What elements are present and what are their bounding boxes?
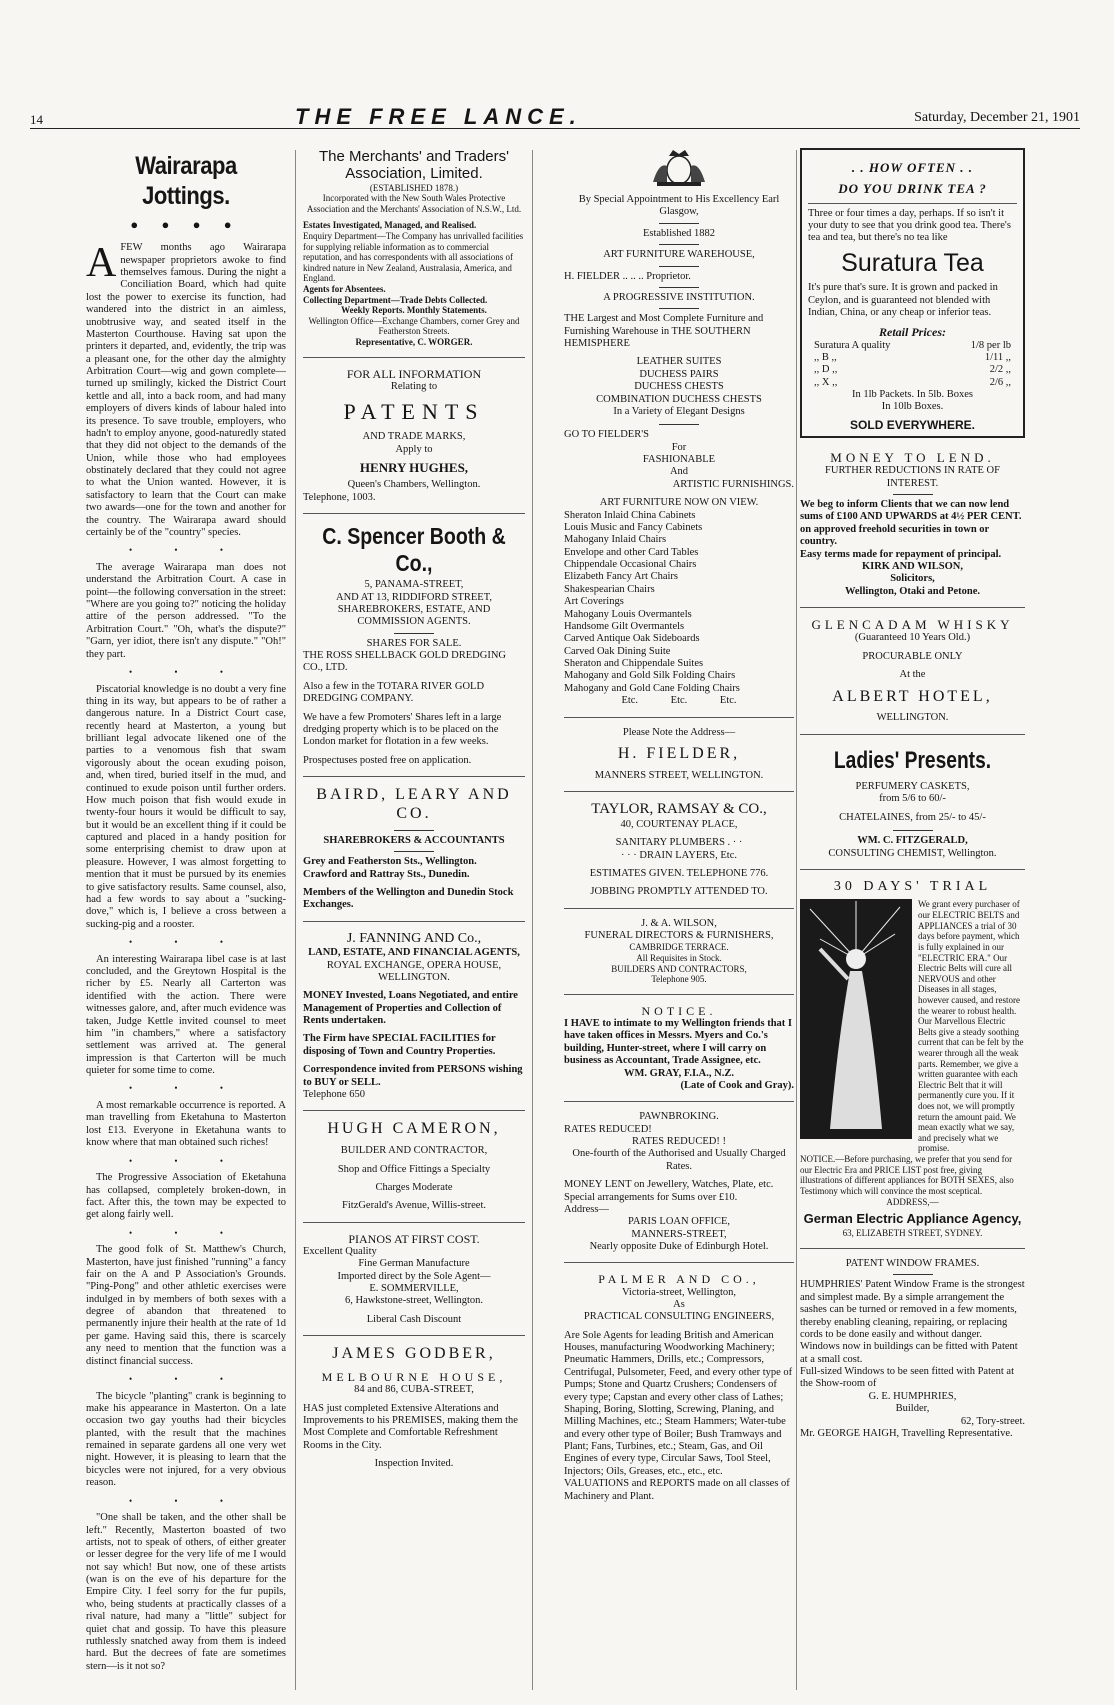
- suite-item: DUCHESS CHESTS: [634, 381, 724, 393]
- separator: • • •: [129, 1227, 243, 1238]
- fielder-fashionable: FASHIONABLE: [642, 454, 716, 465]
- godber-body: HAS just completed Extensive Alterations and Improvements to his PREMISES, making them the Most Complete and Comfortable Refreshment Rooms in the City.: [303, 1402, 518, 1451]
- wilson-heading: J. & A. WILSON,: [641, 917, 717, 929]
- ross-dredging: THE ROSS SHELLBACK GOLD DREDGING CO., LTD.: [303, 650, 507, 674]
- furniture-item: Sheraton and Chippendale Suites: [564, 658, 704, 669]
- godber-house: MELBOURNE HOUSE,: [321, 1370, 507, 1384]
- article-paragraph: The bicycle "planting" crank is beginning to make his appearance in Masterton. On a late occasion two gay youths had their bicycles planted, with the result that the machines remained in separate gardens all one very wet night. However, it is pleasing to learn that the bicycles were not injured, for a very obvious reason.: [86, 1390, 286, 1489]
- trial-heading: 30 DAYS' TRIAL: [833, 878, 992, 894]
- article-paragraph: The Progressive Association of Eketahuna has collapsed, completely broken-down, in fact. After this, the town may be expected to get along fairly well.: [86, 1172, 286, 1221]
- ornament-dots: ● ● ● ●: [130, 217, 242, 232]
- short-rule: [659, 244, 699, 245]
- merchants-weekly: Weekly Reports. Monthly Statements.: [341, 305, 487, 316]
- booth-heading: C. Spencer Booth & Co.,: [322, 522, 506, 577]
- fielder-go-to: GO TO FIELDER'S: [564, 429, 649, 441]
- patents-apply: Apply to: [395, 443, 433, 455]
- divider: [800, 607, 1025, 608]
- pawn-money-lent: MONEY LENT on Jewellery, Watches, Plate, etc.: [564, 1179, 774, 1191]
- fanning-firm: The Firm have SPECIAL FACILITIES for disposing of Town and Country Properties.: [303, 1033, 496, 1057]
- furniture-item: Louis Music and Fancy Cabinets: [564, 521, 703, 533]
- electric-belt-ad: [800, 899, 1025, 1154]
- merchants-agents: Agents for Absentees.: [303, 283, 386, 294]
- pawn-one-fourth: One-fourth of the Authorised and Usually Charged Rates.: [572, 1148, 786, 1172]
- pawn-nearly-opposite: Nearly opposite Duke of Edinburgh Hotel.: [589, 1241, 769, 1253]
- article-paragraph: An interesting Wairarapa libel case is at last concluded, and the Greytown Hospital is the richer by £5. Nearly all Carterton was identified with the action. There were witnesses galore, and, after much evidence was taken, Judge Kettle invited counsel to meet him "in chambers," where a satisfactory settlement was arrived at. The general impression is that Carterton will be much quieter for some time to come.: [86, 953, 286, 1077]
- short-rule: [659, 287, 699, 288]
- fanning-role: LAND, ESTATE, AND FINANCIAL AGENTS,: [308, 947, 520, 959]
- fielder-please-note: Please Note the Address—: [622, 726, 736, 738]
- perfumery-price: from 5/6 to 60/-: [879, 793, 946, 805]
- divider: [303, 513, 525, 514]
- dropcap: A: [86, 240, 117, 287]
- glencadam-heading: GLENCADAM WHISKY: [811, 617, 1014, 633]
- article-heading: Wairarapa Jottings.: [135, 152, 237, 210]
- suite-item: DUCHESS PAIRS: [639, 368, 719, 380]
- article-paragraph: "One shall be taken, and the other shall be left." Recently, Masterton boasted of two artists, not to speak of others, of either greater or lesser degree for the very life of me I would not say which! But now, one of these artists (wan is on the eve of his departure for the Empire City. I feel sorry for the fur pupils, who, being students at practically classes of a rival nature, had many a "little" subject for quiet chat and gossip. To have this pleasure ruthlessly snatched away from them is indeed hard. But the decrees of fate are sometimes stern—is it not so?: [86, 1512, 286, 1672]
- taylor-address: 40, COURTENAY PLACE,: [620, 818, 738, 830]
- fielder-now-on-view: ART FURNITURE NOW ON VIEW.: [599, 497, 759, 509]
- merchants-body: Incorporated with the New South Wales Protective Association and the Merchants' Association of N.S.W., Ltd.: [306, 193, 522, 214]
- tea-packets: In 1lb Packets. In 5lb. Boxes: [851, 389, 974, 401]
- furniture-item: Elizabeth Fancy Art Chairs: [564, 571, 679, 583]
- short-rule: [394, 851, 434, 852]
- furniture-item: Carved Oak Dining Suite: [564, 645, 671, 657]
- palmer-engineers: PRACTICAL CONSULTING ENGINEERS,: [583, 1311, 775, 1323]
- divider: [303, 357, 525, 358]
- short-rule: [394, 830, 434, 831]
- tea-boxes: In 10lb Boxes.: [881, 401, 944, 413]
- column-divider: [796, 150, 797, 1690]
- godber-inspection: Inspection Invited.: [374, 1458, 454, 1470]
- fielder-and: And: [669, 466, 689, 478]
- pianos-imported: Imported direct by the Sole Agent—: [337, 1270, 491, 1282]
- separator: • • •: [129, 937, 243, 948]
- price-value: 1/11 ,,: [984, 351, 1011, 363]
- short-rule: [659, 223, 699, 224]
- godber-address: 84 and 86, CUBA-STREET,: [354, 1384, 474, 1396]
- separator: • • •: [129, 1155, 243, 1166]
- article-paragraph: The average Wairarapa man does not understand the Arbitration Court. A case in point—the following conversation in the street: "Where are you going to?" noticing the holiday attire of the person addressed. "To the Arbitration Court." "Oh, what's the dispute?" "Garn, yer idiot, there isn't any dispute." "Oh!" they part.: [86, 561, 286, 660]
- gray-late: (Late of Cook and Gray).: [680, 1079, 794, 1091]
- notice-body: I HAVE to intimate to my Wellington friends that I have taken offices in Messrs. Myers and Co.'s building, Hunter-street, where I will carry on business as Accountant, Trade Assignee, etc.: [564, 1018, 792, 1067]
- cameron-role: BUILDER AND CONTRACTOR,: [340, 1145, 488, 1157]
- henry-hughes: HENRY HUGHES,: [359, 459, 469, 475]
- article-paragraph: FEW months ago Wairarapa newspaper proprietors awoke to find themselves famous. During the night a Conciliation Board, which had quite lost the power to exercise its function, had wandered into the district in an aimless, unobtrusive way, and seated itself in the Masterton Courthouse. Having sat upon the printers it departed, and, evidently, the trip was a pleasant one, for the other day the almighty Arbitration Court—wig and gown complete—turned up smilingly, kicked the District Court kettle and all, into a back room, and had many employers of divers kinds of labour haled into its presence. To save trouble, employers, who hadn't to employ anyone, good-naturedly stated that they did not object to the demands of the Union, while those who had employees obstinately declared that they could not agree to what the Union wanted. However, it is satisfactory to learn that the Court can make two awards—one for the town and another for the country. The Wairarapa award should certainly be of the "country" species.: [86, 242, 286, 538]
- fielder-variety: In a Variety of Elegant Designs: [613, 405, 745, 417]
- merchants-collecting: Collecting Department—Trade Debts Collected.: [303, 294, 488, 305]
- suite-item: COMBINATION DUCHESS CHESTS: [596, 393, 762, 405]
- humphries-name: G. E. HUMPHRIES,: [868, 1390, 957, 1402]
- divider: [564, 1262, 794, 1263]
- taylor-ramsay-heading: TAYLOR, RAMSAY & CO.,: [591, 801, 767, 818]
- divider: [564, 717, 794, 718]
- baird-leary-heading: BAIRD, LEARY AND CO.: [316, 786, 512, 822]
- column-divider: [532, 150, 533, 1690]
- divider: [808, 203, 1017, 204]
- goddess-figure-icon: [800, 899, 912, 1139]
- pianos-address: 6, Hawkstone-street, Wellington.: [344, 1295, 484, 1307]
- shares-for-sale: SHARES FOR SALE.: [366, 637, 462, 649]
- pianos-german: Fine German Manufacture: [358, 1258, 470, 1270]
- fanning-money: MONEY Invested, Loans Negotiated, and entire Management of Properties and Collection of Rents undertaken.: [303, 990, 518, 1027]
- divider: [800, 734, 1025, 735]
- short-rule: [659, 424, 699, 425]
- taylor-estimates: ESTIMATES GIVEN. TELEPHONE 776.: [589, 867, 769, 879]
- paris-loan-office: PARIS LOAN OFFICE,: [627, 1216, 730, 1228]
- separator: • • •: [129, 666, 243, 677]
- article-paragraph: The good folk of St. Matthew's Church, Masterton, have just finished "running" a fancy fair on the A and P Association's Grounds. "Ping-Pong" and other athletic exercises were indulged in by members of both sexes with a degree of abandon that threatened to permanently injure their health at the rate of 1d per game. Having said this, there is scarcely any need to mention that the function was a distinct financial success.: [86, 1244, 286, 1367]
- wilson-telephone: Telephone 905.: [651, 974, 707, 985]
- totara-dredging: Also a few in the TOTARA RIVER GOLD DREDGING COMPANY.: [303, 680, 485, 705]
- fanning-address: ROYAL EXCHANGE, OPERA HOUSE, WELLINGTON.: [326, 959, 502, 983]
- fielder-manners: MANNERS STREET, WELLINGTON.: [594, 769, 764, 781]
- issue-date: Saturday, December 21, 1901: [914, 110, 1080, 125]
- merchants-office: Wellington Office—Exchange Chambers, corner Grey and Featherston Streets.: [308, 315, 520, 337]
- palmer-valuations: VALUATIONS and REPORTS made on all classes of Machinery and Plant.: [564, 1478, 790, 1502]
- divider: [303, 921, 525, 922]
- taylor-jobbing: JOBBING PROMPTLY ATTENDED TO.: [590, 886, 768, 898]
- humphries-windows: Windows now in buildings can be fitted with Patent at a small cost.: [800, 1341, 1018, 1365]
- fitzgerald-chemist: CONSULTING CHEMIST, Wellington.: [828, 847, 997, 859]
- fielder-appointment: By Special Appointment to His Excellency Earl Glasgow,: [578, 194, 780, 218]
- baird-dunedin: Crawford and Rattray Sts., Dunedin.: [303, 868, 470, 880]
- cameron-charges: Charges Moderate: [375, 1181, 453, 1193]
- albert-hotel: ALBERT HOTEL,: [832, 687, 993, 705]
- humphries-address: 62, Tory-street.: [960, 1415, 1025, 1427]
- tea-question: DO YOU DRINK TEA ?: [838, 181, 987, 197]
- suratura-tea-ad: [800, 148, 1025, 438]
- pawnbroking-heading: PAWNBROKING.: [639, 1111, 719, 1123]
- gray-name: WM. GRAY, F.I.A., N.Z.: [624, 1067, 734, 1079]
- wilson-requisites: All Requisites in Stock.: [636, 953, 722, 964]
- promoters-shares: We have a few Promoters' Shares left in a large dredging property which is to be placed on the London market for flotation in a few weeks.: [303, 711, 502, 748]
- money-easy-terms: Easy terms made for repayment of principal.: [800, 548, 1002, 560]
- fielder-established: Established 1882: [642, 227, 716, 239]
- divider: [564, 908, 794, 909]
- header-rule: [30, 128, 1080, 129]
- paper-title: THE FREE LANCE.: [295, 104, 582, 129]
- palmer-address: Victoria-street, Wellington,: [621, 1286, 737, 1298]
- palmer-body: Are Sole Agents for leading British and American Houses, manufacturing Woodworking Machinery; Pneumatic Hammers, Drills, etc.; Compressors, Centrifugal, Pulsometer, Feed, and every other type of Pumps; Stone and Quartz Crushers; Condensers of every type; Capstan and every other class of Lathes; Shaping, Boring, Slotting, Screwing, Planing, and Milling Machines, etc.; Steam Hammers; Water-tube and every other type of Boiler; Bush Tramways and Plant; Fans, Turbines, etc.; Steam, Gas, and Oil Engines of every type, Circular Saws, Tool Steel, Injectors; Oils, Greases, etc., etc., etc.: [564, 1329, 793, 1477]
- price-value: 2/2 ,,: [989, 364, 1011, 376]
- ladies-presents-heading: Ladies' Presents.: [833, 746, 992, 774]
- notice-heading: NOTICE.: [641, 1003, 717, 1018]
- baird-wellington: Grey and Featherston Sts., Wellington.: [303, 856, 477, 868]
- suite-item: LEATHER SUITES: [636, 356, 722, 368]
- merchants-estates: Estates Investigated, Managed, and Realised.: [303, 220, 477, 231]
- baird-role: SHAREBROKERS & ACCOUNTANTS: [323, 834, 505, 846]
- kirk-places: Wellington, Otaki and Petone.: [844, 585, 981, 597]
- patent-window-heading: PATENT WINDOW FRAMES.: [845, 1258, 980, 1270]
- column-divider: [295, 150, 296, 1690]
- column-advertisements-4: [800, 148, 1025, 1693]
- separator: • • •: [129, 1083, 243, 1094]
- royal-crest-icon: [649, 148, 709, 188]
- furniture-item: Chippendale Occasional Chairs: [564, 559, 697, 570]
- humphries-full-sized: Full-sized Windows to be seen fitted with Patent at the Show-room of: [800, 1366, 1015, 1390]
- pianos-heading: PIANOS AT FIRST COST.: [348, 1231, 480, 1246]
- taylor-drain: · · · DRAIN LAYERS, Etc.: [621, 849, 737, 861]
- article-paragraph: A most remarkable occurrence is reported. A man travelling from Eketahuna to Masterton lost £13. Everyone in Eketahuna wants to know where that man obtained such riches!: [86, 1100, 286, 1149]
- article-paragraph: Piscatorial knowledge is no doubt a very fine thing in its way, but appears to be of rather a dangerous nature. In a District Court case, recently heard at Masterton, a young but brilliant legal advocate likened one of the parties to a venomous fish that swam vigorously about the ocean exuding poison, and, when tired, buried itself in the mud, and continued to exude poison until further orders. How much poison that fish would exude in twenty-four hours it would be difficult to say, but it would be an excellent thing if it could be captured and placed in a handy position for some enterprising chemist to draw upon at pleasure. However, I was almost forgetting to mention that it must be pursued by its enemies to give satisfactory results. Same counsel, also, had a few words to say about a "sucking-dove," which is, I believe a cross between a sucking-pig and a rooster.: [86, 683, 286, 930]
- furniture-item: Handsome Gilt Overmantels: [564, 620, 685, 632]
- column-wairarapa-jottings: [86, 148, 286, 1693]
- glencadam-guaranteed: (Guaranteed 10 Years Old.): [854, 632, 971, 644]
- furniture-item: Mahogany Louis Overmantels: [564, 608, 692, 620]
- furniture-item: Sheraton Inlaid China Cabinets: [564, 509, 696, 521]
- divider: [800, 1248, 1025, 1249]
- furniture-item: Envelope and other Card Tables: [564, 546, 699, 558]
- patents-for-all: FOR ALL INFORMATION: [346, 366, 482, 381]
- cameron-address: FitzGerald's Avenue, Willis-street.: [342, 1200, 486, 1212]
- divider: [564, 1101, 794, 1102]
- masthead: [30, 96, 1080, 132]
- price-grade: ,, B ,,: [814, 351, 837, 363]
- divider: [564, 994, 794, 995]
- agency-name: German Electric Appliance Agency,: [803, 1211, 1022, 1227]
- pawn-special: Special arrangements for Sums over £10.: [564, 1191, 738, 1203]
- divider: [564, 791, 794, 792]
- electric-belt-text: We grant every purchaser of our ELECTRIC BELTS and APPLIANCES a trial of 30 days before payment, which is fully explained in our "ELECTRIC ERA." Our Electric Belts will cure all NERVOUS and other Diseases in all stages, however caused, and restore the wearer to robust health. Our Marvellous Electric Belts give a steady soothing current that can be felt by the wearer through all the weak parts. Remember, we give a written guarantee with each Electric Belt that it will permanently cure you. If it does not, we will promptly return the amount paid. We mean exactly what we say, and precisely what we promise.: [918, 899, 1024, 1154]
- booth-address: 5, PANAMA-STREET,: [364, 579, 464, 591]
- price-grade: Suratura A quality: [814, 339, 891, 351]
- price-row: [808, 352, 1017, 364]
- price-grade: ,, X ,,: [814, 376, 838, 388]
- haigh-representative: Mr. GEORGE HAIGH, Travelling Representative.: [800, 1427, 1013, 1439]
- palmer-as: As: [673, 1298, 685, 1310]
- column-advertisements-3: [564, 148, 794, 1693]
- furniture-item: Shakespearian Chairs: [564, 583, 655, 595]
- fanning-heading: J. FANNING AND Co.,: [346, 930, 482, 946]
- price-row: [808, 364, 1017, 376]
- merchants-enquiry: Enquiry Department—The Company has unrivalled facilities for supplying reliable information as to commercial reputation, and has correspondents with all associations of kindred nature in New Zealand, Australasia, America, and England.: [303, 230, 524, 284]
- kirk-solicitors: Solicitors,: [890, 573, 935, 585]
- wilson-funeral: FUNERAL DIRECTORS & FURNISHERS,: [584, 930, 774, 942]
- patents-relating: Relating to: [390, 380, 438, 392]
- electric-belt-illustration: [800, 899, 912, 1139]
- pianos-quality: Excellent Quality: [303, 1245, 377, 1257]
- chatelaines-price: CHATELAINES, from 25/- to 45/-: [839, 811, 986, 823]
- money-further-reductions: FURTHER REDUCTIONS IN RATE OF INTEREST.: [825, 465, 1000, 489]
- separator: • • •: [129, 545, 243, 556]
- divider: [303, 1335, 525, 1336]
- fielder-artistic: ARTISTIC FURNISHINGS.: [672, 478, 794, 490]
- price-row: [808, 340, 1017, 352]
- money-to-lend-heading: MONEY TO LEND.: [830, 449, 995, 465]
- separator: • • •: [129, 1495, 243, 1506]
- furniture-item: Mahogany and Gold Silk Folding Chairs: [564, 670, 736, 682]
- taylor-plumbers: SANITARY PLUMBERS . · ·: [615, 837, 743, 849]
- price-row: [808, 377, 1017, 389]
- merchants-established: (ESTABLISHED 1878.): [369, 182, 459, 193]
- patents-trade-marks: AND TRADE MARKS,: [362, 431, 466, 443]
- agency-address: 63, ELIZABETH STREET, SYDNEY.: [842, 1228, 983, 1239]
- perfumery-caskets: PERFUMERY CASKETS,: [855, 781, 970, 793]
- price-value: 1/8 per lb: [970, 339, 1011, 351]
- column-advertisements-2: [303, 148, 525, 1693]
- pawn-address-label: Address—: [564, 1203, 609, 1215]
- divider: [303, 776, 525, 777]
- hughes-telephone: Telephone, 1003.: [303, 491, 376, 503]
- tea-pure: It's pure that's sure. It is grown and packed in Ceylon, and is guaranteed not blended with Indian, China, or any cheap or inferior teas.: [808, 282, 998, 319]
- merchants-representative: Representative, C. WORGER.: [355, 337, 473, 348]
- albert-wellington: WELLINGTON.: [876, 712, 949, 724]
- glencadam-at-the: At the: [899, 669, 926, 681]
- short-rule: [893, 1274, 933, 1275]
- booth-role: SHAREBROKERS, ESTATE, AND COMMISSION AGENTS.: [337, 603, 491, 628]
- short-rule: [394, 633, 434, 634]
- cameron-shop: Shop and Office Fittings a Specialty: [337, 1163, 491, 1175]
- wilson-builders: BUILDERS AND CONTRACTORS,: [611, 963, 747, 974]
- furniture-item: Carved Antique Oak Sideboards: [564, 633, 700, 645]
- rates-reduced: RATES REDUCED!: [564, 1123, 652, 1135]
- short-rule: [659, 308, 699, 309]
- baird-members: Members of the Wellington and Dunedin Stock Exchanges.: [303, 886, 514, 911]
- patents-heading: PATENTS: [343, 399, 485, 425]
- furniture-item: Art Coverings: [564, 596, 624, 608]
- tea-how-often: . . HOW OFTEN . .: [851, 160, 974, 175]
- fielder-largest: THE Largest and Most Complete Furniture and Furnishing Warehouse in THE SOUTHERN HEMISPHERE: [564, 313, 764, 349]
- page-number: 14: [30, 112, 43, 127]
- suratura-tea-heading: Suratura Tea: [841, 248, 984, 277]
- short-rule: [893, 494, 933, 495]
- glencadam-procurable: PROCURABLE ONLY: [862, 650, 963, 662]
- queens-chambers: Queen's Chambers, Wellington.: [347, 479, 481, 491]
- separator: • • •: [129, 1373, 243, 1384]
- tea-sold-everywhere: SOLD EVERYWHERE.: [850, 417, 975, 432]
- tea-intro: Three or four times a day, perhaps. If so isn't it your duty to see that you drink good tea. There's tea and tea, but there's no tea like: [808, 207, 1011, 244]
- tea-retail-prices: Retail Prices:: [879, 325, 946, 340]
- fielder-progressive: A PROGRESSIVE INSTITUTION.: [603, 291, 755, 303]
- fanning-telephone: Telephone 650: [303, 1088, 365, 1100]
- booth-address-2: AND AT 13, RIDDIFORD STREET,: [336, 591, 492, 603]
- fielder-proprietor: H. FIELDER .. .. .. Proprietor.: [564, 270, 691, 282]
- fanning-correspondence: Correspondence invited from PERSONS wishing to BUY or SELL.: [303, 1064, 523, 1088]
- electric-notice: NOTICE.—Before purchasing, we prefer that you send for our Electric Era and PRICE LIST post free, giving illustrations of different appliances for BOTH SEXES, also Testimony which will convince the most sceptical.: [800, 1154, 1014, 1196]
- humphries-builder: Builder,: [895, 1403, 930, 1415]
- price-value: 2/6 ,,: [989, 376, 1011, 388]
- humphries-body: HUMPHRIES' Patent Window Frame is the strongest and simplest made. By a simple arrangement the sashes can be turned or removed in a few moments, thereby enabling cleaning, repairing, or replacing cords to be done easily and without danger.: [800, 1279, 1025, 1340]
- prospectuses: Prospectuses posted free on application.: [303, 754, 472, 766]
- fielder-for: For: [671, 441, 687, 453]
- palmer-heading: PALMER AND CO.,: [598, 1272, 760, 1287]
- furniture-etc: Etc. Etc. Etc.: [621, 695, 737, 707]
- fielder-name: H. FIELDER,: [617, 744, 741, 762]
- fielder-warehouse: ART FURNITURE WAREHOUSE,: [603, 249, 755, 261]
- price-grade: ,, D ,,: [814, 364, 838, 376]
- electric-address-label: ADDRESS,—: [886, 1196, 939, 1207]
- godber-heading: JAMES GODBER,: [332, 1345, 496, 1363]
- wilson-cambridge: CAMBRIDGE TERRACE.: [629, 942, 729, 953]
- furniture-item: Mahogany and Gold Cane Folding Chairs: [564, 682, 740, 694]
- money-we-beg: We beg to inform Clients that we can now lend sums of £100 AND UPWARDS at 4½ PER CENT. on approved freehold securities in town or country.: [800, 499, 1022, 548]
- rates-reduced-2: RATES REDUCED! !: [632, 1136, 726, 1148]
- furniture-item: Mahogany Inlaid Chairs: [564, 534, 667, 546]
- divider: [800, 869, 1025, 870]
- divider: [303, 1222, 525, 1223]
- kirk-wilson: KIRK AND WILSON,: [861, 560, 964, 572]
- pianos-sommerville: E. SOMMERVILLE,: [369, 1283, 459, 1294]
- pianos-discount: Liberal Cash Discount: [366, 1313, 462, 1325]
- divider: [303, 1110, 525, 1111]
- fitzgerald-name: WM. C. FITZGERALD,: [857, 835, 968, 847]
- short-rule: [659, 266, 699, 267]
- short-rule: [893, 830, 933, 831]
- cameron-heading: HUGH CAMERON,: [327, 1120, 501, 1138]
- merchants-title: The Merchants' and Traders' Association, Limited.: [319, 148, 509, 183]
- pawn-manners-street: MANNERS-STREET,: [631, 1228, 727, 1240]
